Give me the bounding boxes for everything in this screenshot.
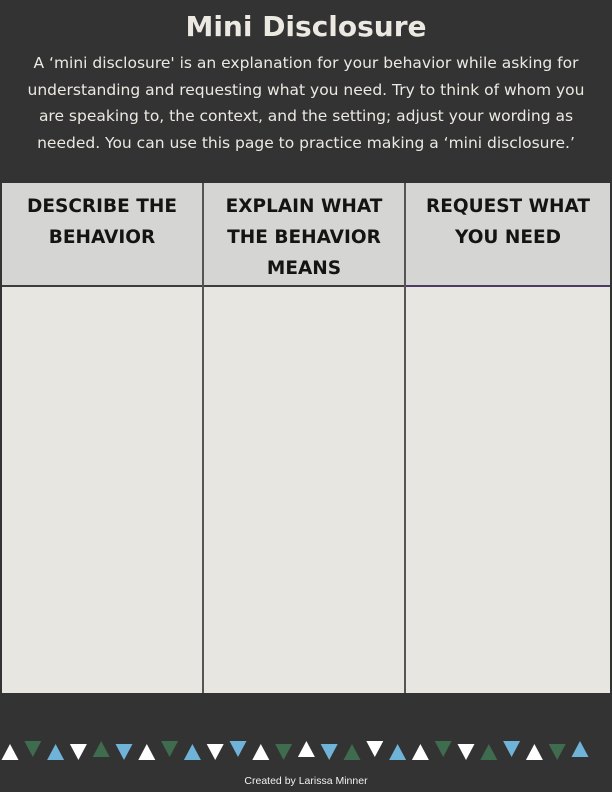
triangle-shape [138,744,155,760]
writing-cell[interactable] [406,287,610,693]
triangle-shape [70,744,87,760]
triangle-shape [549,744,566,760]
triangle-shape [526,744,543,760]
page-title: Mini Disclosure [185,10,427,43]
column-header: REQUEST WHAT YOU NEED [406,183,610,287]
triangle-shape [24,741,41,757]
triangle-shape [2,744,19,760]
column-header: EXPLAIN WHAT THE BEHAVIOR MEANS [204,183,404,287]
triangle-shape [389,744,406,760]
triangle-shape [207,744,224,760]
triangle-shape [298,741,315,757]
triangle-shape [344,744,361,760]
triangle-shape [93,741,110,757]
triangle-shape [275,744,292,760]
writing-cell[interactable] [204,287,404,693]
triangle-shape [252,744,269,760]
triangle-shape [116,744,133,760]
triangle-border-decoration [0,736,612,766]
triangle-shape [161,741,178,757]
triangle-shape [321,744,338,760]
triangle-shape [458,744,475,760]
triangle-shape [435,741,452,757]
disclosure-table [2,183,610,693]
credit-line: Created by Larissa Minner [244,775,368,787]
column-request [406,183,610,693]
triangle-shape [230,741,247,757]
column-describe [2,183,204,693]
writing-cell[interactable] [2,287,202,693]
triangle-shape [412,744,429,760]
column-explain [204,183,406,693]
intro-paragraph: A ‘mini disclosure' is an explanation for your behavior while asking for understanding and requesting what you need. Try to think of whom you are speaking to, the context, and the setting; adjust your wording as needed. You can use this page to practice making a ‘mini disclosure.’ [27,54,585,152]
triangle-shape [572,741,589,757]
triangle-shape [503,741,520,757]
column-header: DESCRIBE THE BEHAVIOR [2,183,202,287]
triangle-shape [366,741,383,757]
triangle-shape [184,744,201,760]
triangle-shape [47,744,64,760]
triangle-shape [480,744,497,760]
